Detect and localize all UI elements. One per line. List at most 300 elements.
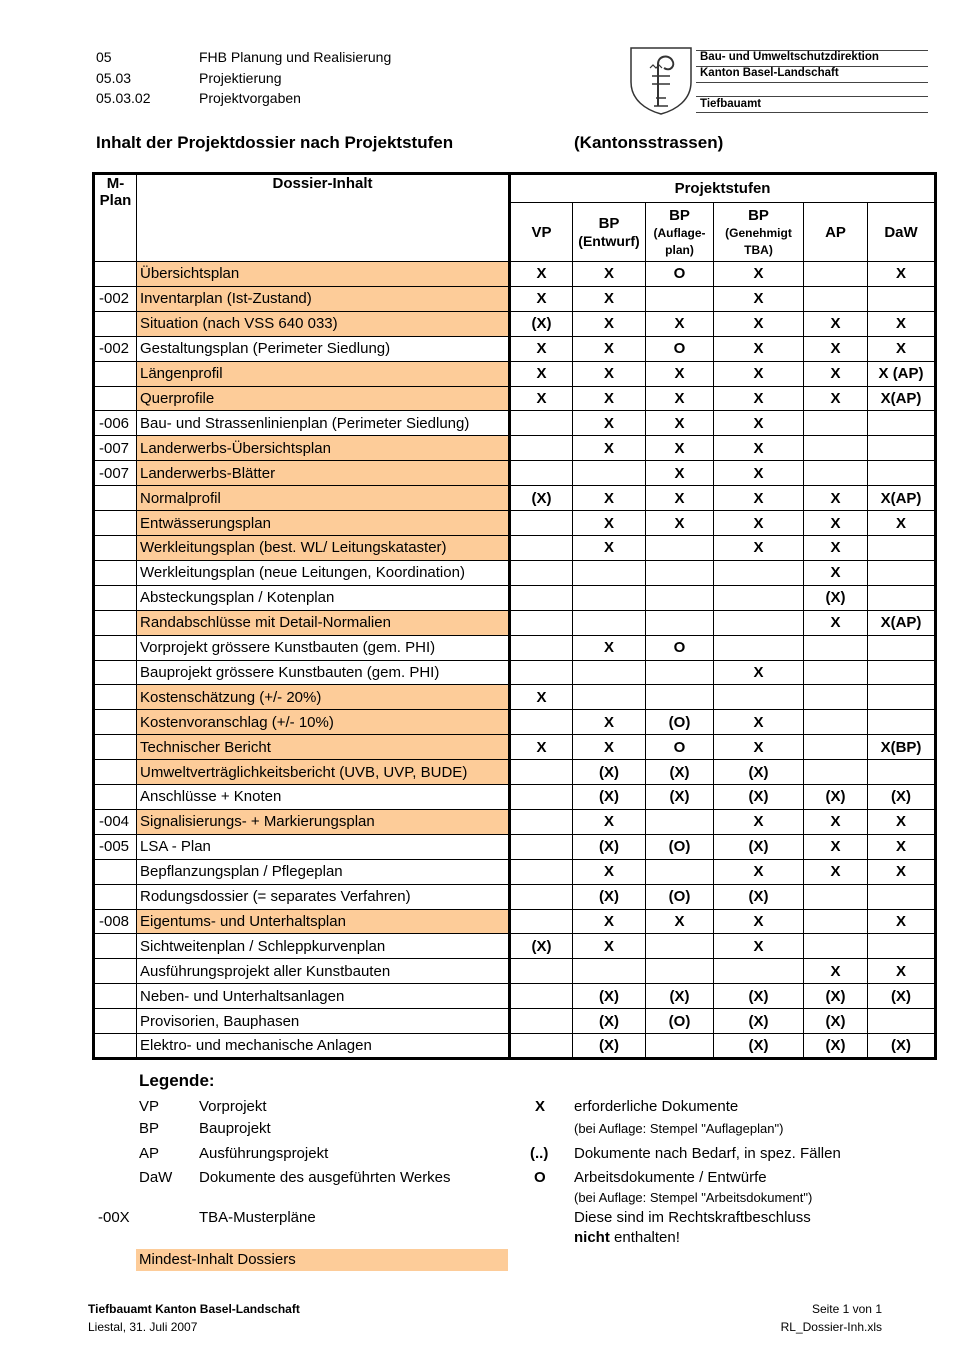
stage-mark-cell: X: [573, 262, 646, 287]
document-label-cell: Längenprofil: [137, 361, 510, 386]
table-row: [94, 859, 936, 884]
legend-symbol-o-note: (bei Auflage: Stempel "Arbeitsdokument"): [574, 1190, 813, 1205]
stage-mark-cell: [804, 436, 868, 461]
stage-mark-cell: (X): [804, 585, 868, 610]
stage-mark-cell: X: [573, 311, 646, 336]
stage-mark-cell: [868, 685, 936, 710]
stage-mark-cell: [510, 560, 573, 585]
stage-mark-cell: [646, 660, 714, 685]
legend-muster-text: TBA-Musterpläne: [199, 1209, 316, 1226]
stage-mark-cell: [510, 884, 573, 909]
stage-mark-cell: X: [868, 336, 936, 361]
stage-mark-cell: [868, 560, 936, 585]
table-row: [94, 785, 936, 810]
mplan-code-cell: [94, 685, 137, 710]
header-line-3: [96, 90, 301, 106]
page-title: Inhalt der Projektdossier nach Projektstufen: [96, 133, 454, 152]
table-row: [94, 262, 936, 287]
legend-enthalten: enthalten!: [609, 1229, 680, 1246]
document-label-cell: Signalisierungs- + Markierungsplan: [137, 809, 510, 834]
header-line-1: [96, 49, 391, 65]
stage-mark-cell: [646, 560, 714, 585]
stage-mark-cell: [646, 859, 714, 884]
stage-mark-cell: X: [646, 909, 714, 934]
stage-mark-cell: [510, 834, 573, 859]
stage-mark-cell: X: [573, 511, 646, 536]
stage-mark-cell: X(AP): [868, 610, 936, 635]
stage-mark-cell: [868, 660, 936, 685]
stage-mark-cell: (X): [510, 934, 573, 959]
mplan-code-cell: -002: [94, 286, 137, 311]
stage-mark-cell: (X): [510, 311, 573, 336]
stage-mark-cell: X: [714, 710, 804, 735]
stage-mark-cell: [714, 959, 804, 984]
stage-mark-cell: X: [868, 909, 936, 934]
stage-mark-cell: (X): [868, 1034, 936, 1059]
mplan-code-cell: -008: [94, 909, 137, 934]
document-label-cell: Ausführungsprojekt aller Kunstbauten: [137, 959, 510, 984]
stage-mark-cell: X: [714, 511, 804, 536]
document-label-cell: Landerwerbs-Blätter: [137, 461, 510, 486]
stage-column-header: [646, 203, 714, 262]
stage-mark-cell: X: [573, 710, 646, 735]
stage-mark-cell: X: [573, 386, 646, 411]
table-row: [94, 635, 936, 660]
stage-mark-cell: X: [868, 859, 936, 884]
stage-mark-cell: (X): [573, 834, 646, 859]
document-label-cell: Übersichtsplan: [137, 262, 510, 287]
stage-mark-cell: X: [804, 834, 868, 859]
stage-mark-cell: X: [714, 311, 804, 336]
stage-mark-cell: (X): [573, 785, 646, 810]
table-row: [94, 809, 936, 834]
mplan-code-cell: -007: [94, 436, 137, 461]
stages-header: Projektstufen: [510, 174, 936, 203]
stage-mark-cell: X: [714, 535, 804, 560]
footer-page: Seite 1 von 1: [811, 1302, 882, 1316]
stage-mark-cell: X: [646, 411, 714, 436]
stage-mark-cell: [510, 909, 573, 934]
stage-mark-cell: [804, 286, 868, 311]
legend-symbol-x-text: erforderliche Dokumente: [574, 1098, 739, 1115]
table-row: [94, 461, 936, 486]
stage-mark-cell: [804, 635, 868, 660]
mplan-code-cell: [94, 511, 137, 536]
document-label-cell: Randabschlüsse mit Detail-Normalien: [137, 610, 510, 635]
mplan-header: M- Plan: [94, 174, 137, 262]
stage-mark-cell: [510, 535, 573, 560]
stage-mark-cell: [510, 660, 573, 685]
stage-column-header: [868, 203, 936, 262]
stage-mark-cell: [868, 934, 936, 959]
stage-mark-cell: X: [804, 311, 868, 336]
stage-mark-cell: [714, 610, 804, 635]
table-row: [94, 959, 936, 984]
stage-mark-cell: X: [573, 361, 646, 386]
stage-main-label: VP: [531, 223, 552, 241]
stage-mark-cell: [573, 685, 646, 710]
table-row: [94, 909, 936, 934]
stage-mark-cell: [804, 461, 868, 486]
document-label-cell: Kostenschätzung (+/- 20%): [137, 685, 510, 710]
stage-mark-cell: (X): [573, 1009, 646, 1034]
stage-mark-cell: X: [573, 635, 646, 660]
stage-mark-cell: X: [573, 735, 646, 760]
stage-mark-cell: (X): [573, 1034, 646, 1059]
stage-mark-cell: [510, 809, 573, 834]
legend-nicht-bold: nicht: [574, 1229, 610, 1246]
mplan-code-cell: -006: [94, 411, 137, 436]
legend-symbol-paren: (..): [530, 1145, 549, 1162]
stage-mark-cell: X: [714, 660, 804, 685]
stage-mark-cell: X(AP): [868, 386, 936, 411]
stage-mark-cell: [510, 411, 573, 436]
document-label-cell: Inventarplan (Ist-Zustand): [137, 286, 510, 311]
stage-sub-label: (Entwurf): [578, 233, 640, 249]
mplan-code-cell: [94, 535, 137, 560]
stage-mark-cell: [868, 436, 936, 461]
stage-mark-cell: X: [714, 336, 804, 361]
stage-mark-cell: X: [646, 511, 714, 536]
document-label-cell: Werkleitungsplan (neue Leitungen, Koordination): [137, 560, 510, 585]
stage-mark-cell: [868, 710, 936, 735]
document-label-cell: Absteckungsplan / Kotenplan: [137, 585, 510, 610]
document-label-cell: Sichtweitenplan / Schleppkurvenplan: [137, 934, 510, 959]
legend-symbol-x-note: (bei Auflage: Stempel "Auflageplan"): [574, 1121, 784, 1136]
stage-mark-cell: [646, 286, 714, 311]
legend-abbr: BP: [139, 1120, 160, 1137]
legend-symbol-o: O: [534, 1169, 546, 1186]
legend-abbr-text: Dokumente des ausgeführten Werkes: [199, 1169, 451, 1186]
stage-mark-cell: [573, 959, 646, 984]
mplan-code-cell: -004: [94, 809, 137, 834]
stage-mark-cell: X: [714, 461, 804, 486]
stage-mark-cell: (O): [646, 710, 714, 735]
table-row: [94, 760, 936, 785]
legend-abbr-text: Bauprojekt: [199, 1120, 271, 1137]
stage-mark-cell: O: [646, 635, 714, 660]
stage-mark-cell: (X): [573, 760, 646, 785]
table-row: [94, 934, 936, 959]
header-text: FHB Planung und Realisierung: [199, 49, 392, 65]
legend-symbol-o-text: Arbeitsdokumente / Entwürfe: [574, 1169, 767, 1186]
document-label-cell: Normalprofil: [137, 486, 510, 511]
legend-abbr-text: Vorprojekt: [199, 1098, 267, 1115]
stage-mark-cell: (X): [573, 884, 646, 909]
table-row: [94, 735, 936, 760]
stage-mark-cell: [804, 660, 868, 685]
stage-mark-cell: X: [804, 859, 868, 884]
mplan-code-cell: [94, 311, 137, 336]
stage-mark-cell: [804, 934, 868, 959]
stage-mark-cell: X: [804, 535, 868, 560]
legend-title: Legende:: [139, 1071, 215, 1090]
mplan-code-cell: [94, 660, 137, 685]
stage-mark-cell: X: [804, 809, 868, 834]
table-row: [94, 486, 936, 511]
stage-mark-cell: X: [714, 386, 804, 411]
stage-mark-cell: [804, 760, 868, 785]
stage-mark-cell: [646, 934, 714, 959]
stage-mark-cell: [868, 635, 936, 660]
stage-mark-cell: [868, 535, 936, 560]
mplan-code-cell: -005: [94, 834, 137, 859]
logo-rule: [696, 96, 928, 97]
stage-mark-cell: [646, 685, 714, 710]
table-row: [94, 610, 936, 635]
stage-mark-cell: X: [646, 436, 714, 461]
footer-org: Tiefbauamt Kanton Basel-Landschaft: [88, 1302, 300, 1316]
stage-mark-cell: X: [646, 311, 714, 336]
document-label-cell: Situation (nach VSS 640 033): [137, 311, 510, 336]
stage-mark-cell: X: [714, 436, 804, 461]
stage-mark-cell: [868, 411, 936, 436]
legend-muster-code: -00X: [98, 1209, 130, 1226]
table-row: [94, 411, 936, 436]
table-row: [94, 984, 936, 1009]
legend-symbol-x: X: [535, 1098, 546, 1115]
stage-mark-cell: X: [510, 286, 573, 311]
stage-mark-cell: X: [510, 262, 573, 287]
stage-mark-cell: (X): [714, 785, 804, 810]
logo-canton: Kanton Basel-Landschaft: [700, 67, 839, 79]
stage-mark-cell: [646, 959, 714, 984]
table-row: [94, 436, 936, 461]
document-label-cell: Entwässerungsplan: [137, 511, 510, 536]
stage-mark-cell: X: [804, 560, 868, 585]
stage-mark-cell: (X): [714, 984, 804, 1009]
table-body: [94, 262, 936, 1059]
mplan-code-cell: [94, 1034, 137, 1059]
stage-mark-cell: X: [868, 809, 936, 834]
stage-mark-cell: [646, 809, 714, 834]
stage-mark-cell: X: [573, 436, 646, 461]
mplan-code-cell: [94, 610, 137, 635]
stage-main-label: BP: [748, 206, 769, 224]
legend-symbol-o-text3: [574, 1229, 680, 1246]
document-label-cell: Eigentums- und Unterhaltsplan: [137, 909, 510, 934]
header-number: 05.03: [96, 70, 132, 86]
stage-mark-cell: X: [868, 511, 936, 536]
legend-abbr: DaW: [139, 1169, 173, 1186]
stage-mark-cell: [868, 760, 936, 785]
stage-mark-cell: [804, 909, 868, 934]
content-header: Dossier-Inhalt: [137, 174, 510, 262]
stage-mark-cell: [510, 585, 573, 610]
stage-mark-cell: (X): [573, 984, 646, 1009]
stage-mark-cell: (X): [714, 760, 804, 785]
canton-logo: [628, 46, 928, 116]
stage-mark-cell: [510, 511, 573, 536]
stage-mark-cell: X: [573, 809, 646, 834]
stage-mark-cell: (X): [646, 984, 714, 1009]
header-number: 05.03.02: [96, 90, 151, 106]
stage-main-label: DaW: [884, 223, 918, 241]
legend-symbol-paren-text: Dokumente nach Bedarf, in spez. Fällen: [574, 1145, 841, 1162]
stage-mark-cell: X: [714, 486, 804, 511]
stage-mark-cell: [804, 411, 868, 436]
table-row: [94, 361, 936, 386]
document-label-cell: Querprofile: [137, 386, 510, 411]
stage-mark-cell: (X): [714, 834, 804, 859]
stage-mark-cell: X: [646, 361, 714, 386]
mplan-code-cell: [94, 785, 137, 810]
mplan-code-cell: [94, 1009, 137, 1034]
stage-mark-cell: X: [804, 486, 868, 511]
stage-mark-cell: (O): [646, 884, 714, 909]
mplan-code-cell: [94, 735, 137, 760]
stage-mark-cell: X: [804, 511, 868, 536]
document-label-cell: LSA - Plan: [137, 834, 510, 859]
stage-mark-cell: [646, 585, 714, 610]
stage-mark-cell: [510, 610, 573, 635]
stage-mark-cell: [646, 610, 714, 635]
mplan-code-cell: [94, 560, 137, 585]
stage-mark-cell: [646, 1034, 714, 1059]
stage-mark-cell: X: [714, 411, 804, 436]
mplan-code-cell: -007: [94, 461, 137, 486]
document-label-cell: Provisorien, Bauphasen: [137, 1009, 510, 1034]
mplan-code-cell: [94, 262, 137, 287]
stage-mark-cell: X: [510, 336, 573, 361]
stage-mark-cell: X: [573, 535, 646, 560]
stage-mark-cell: X: [804, 959, 868, 984]
stage-mark-cell: (X): [510, 486, 573, 511]
mplan-code-cell: [94, 760, 137, 785]
stage-mark-cell: X: [714, 361, 804, 386]
table-row: [94, 710, 936, 735]
stage-mark-cell: X: [714, 286, 804, 311]
table-row: [94, 585, 936, 610]
table-row: [94, 386, 936, 411]
stage-mark-cell: X (AP): [868, 361, 936, 386]
document-label-cell: Gestaltungsplan (Perimeter Siedlung): [137, 336, 510, 361]
stage-mark-cell: [714, 585, 804, 610]
table-row: [94, 685, 936, 710]
stage-mark-cell: X: [573, 411, 646, 436]
stage-mark-cell: X: [714, 735, 804, 760]
stage-mark-cell: [804, 735, 868, 760]
stage-mark-cell: [510, 635, 573, 660]
stage-mark-cell: (X): [646, 785, 714, 810]
stage-column-header: [804, 203, 868, 262]
stage-mark-cell: X: [868, 959, 936, 984]
document-label-cell: Bau- und Strassenlinienplan (Perimeter Siedlung): [137, 411, 510, 436]
document-label-cell: Technischer Bericht: [137, 735, 510, 760]
stage-column-header: [510, 203, 573, 262]
stage-mark-cell: [573, 610, 646, 635]
stage-mark-cell: [804, 685, 868, 710]
table-row: [94, 511, 936, 536]
mplan-code-cell: [94, 710, 137, 735]
stage-sub-label: (Genehmigt TBA): [725, 225, 792, 257]
stage-mark-cell: X: [868, 311, 936, 336]
stage-mark-cell: X: [646, 386, 714, 411]
stage-mark-cell: (O): [646, 834, 714, 859]
logo-office: Tiefbauamt: [700, 98, 762, 110]
stage-mark-cell: [804, 884, 868, 909]
stage-mark-cell: X: [804, 386, 868, 411]
stage-mark-cell: [573, 660, 646, 685]
stage-mark-cell: [510, 436, 573, 461]
stage-main-label: BP: [669, 206, 690, 224]
stage-mark-cell: X: [573, 934, 646, 959]
stage-mark-cell: [510, 1009, 573, 1034]
stage-mark-cell: (X): [714, 1034, 804, 1059]
stage-mark-cell: O: [646, 735, 714, 760]
stage-mark-cell: X: [510, 361, 573, 386]
stage-mark-cell: X: [573, 286, 646, 311]
mplan-code-cell: [94, 486, 137, 511]
stage-mark-cell: (X): [804, 1009, 868, 1034]
stage-mark-cell: (X): [804, 984, 868, 1009]
stage-mark-cell: [868, 461, 936, 486]
document-label-cell: Bauprojekt grössere Kunstbauten (gem. PHI): [137, 660, 510, 685]
stage-mark-cell: [510, 859, 573, 884]
stage-mark-cell: X: [573, 336, 646, 361]
stage-mark-cell: (O): [646, 1009, 714, 1034]
stage-mark-cell: [510, 959, 573, 984]
document-label-cell: Landerwerbs-Übersichtsplan: [137, 436, 510, 461]
stage-mark-cell: X(AP): [868, 486, 936, 511]
document-label-cell: Bepflanzungsplan / Pflegeplan: [137, 859, 510, 884]
stage-column-header: [573, 203, 646, 262]
dossier-table: [92, 172, 937, 1060]
header-text: Projektierung: [199, 70, 282, 86]
stage-mark-cell: [510, 1034, 573, 1059]
stage-mark-cell: [646, 535, 714, 560]
stage-mark-cell: [714, 635, 804, 660]
stage-mark-cell: (X): [804, 1034, 868, 1059]
stage-mark-cell: [868, 1009, 936, 1034]
stage-sub-label: (Auflage- plan): [653, 225, 706, 257]
stage-mark-cell: [804, 262, 868, 287]
table-row: [94, 1009, 936, 1034]
stage-mark-cell: X: [804, 361, 868, 386]
document-label-cell: Neben- und Unterhaltsanlagen: [137, 984, 510, 1009]
stage-mark-cell: X: [714, 909, 804, 934]
table-row: [94, 834, 936, 859]
stage-mark-cell: [868, 884, 936, 909]
footer-file: RL_Dossier-Inh.xls: [780, 1320, 882, 1334]
document-label-cell: Elektro- und mechanische Anlagen: [137, 1034, 510, 1059]
table-row: [94, 286, 936, 311]
stage-mark-cell: (X): [868, 984, 936, 1009]
header-text: Projektvorgaben: [199, 90, 301, 106]
stage-mark-cell: (X): [714, 1009, 804, 1034]
stage-mark-cell: X(BP): [868, 735, 936, 760]
table-row: [94, 535, 936, 560]
header-line-2: [96, 70, 282, 86]
stage-mark-cell: [510, 710, 573, 735]
stage-mark-cell: [868, 585, 936, 610]
stage-mark-cell: O: [646, 262, 714, 287]
table-row: [94, 336, 936, 361]
stage-mark-cell: X: [868, 834, 936, 859]
stage-mark-cell: [714, 685, 804, 710]
table-row: [94, 884, 936, 909]
page-subtitle: (Kantonsstrassen): [574, 133, 724, 152]
stage-mark-cell: (X): [714, 884, 804, 909]
table-row: [94, 311, 936, 336]
stage-mark-cell: X: [714, 262, 804, 287]
stage-mark-cell: X: [510, 735, 573, 760]
stage-mark-cell: [510, 984, 573, 1009]
legend-symbol-o-text2: Diese sind im Rechtskraftbeschluss: [574, 1209, 811, 1226]
document-label-cell: Werkleitungsplan (best. WL/ Leitungskataster): [137, 535, 510, 560]
stage-mark-cell: X: [714, 859, 804, 884]
stage-mark-cell: X: [646, 461, 714, 486]
